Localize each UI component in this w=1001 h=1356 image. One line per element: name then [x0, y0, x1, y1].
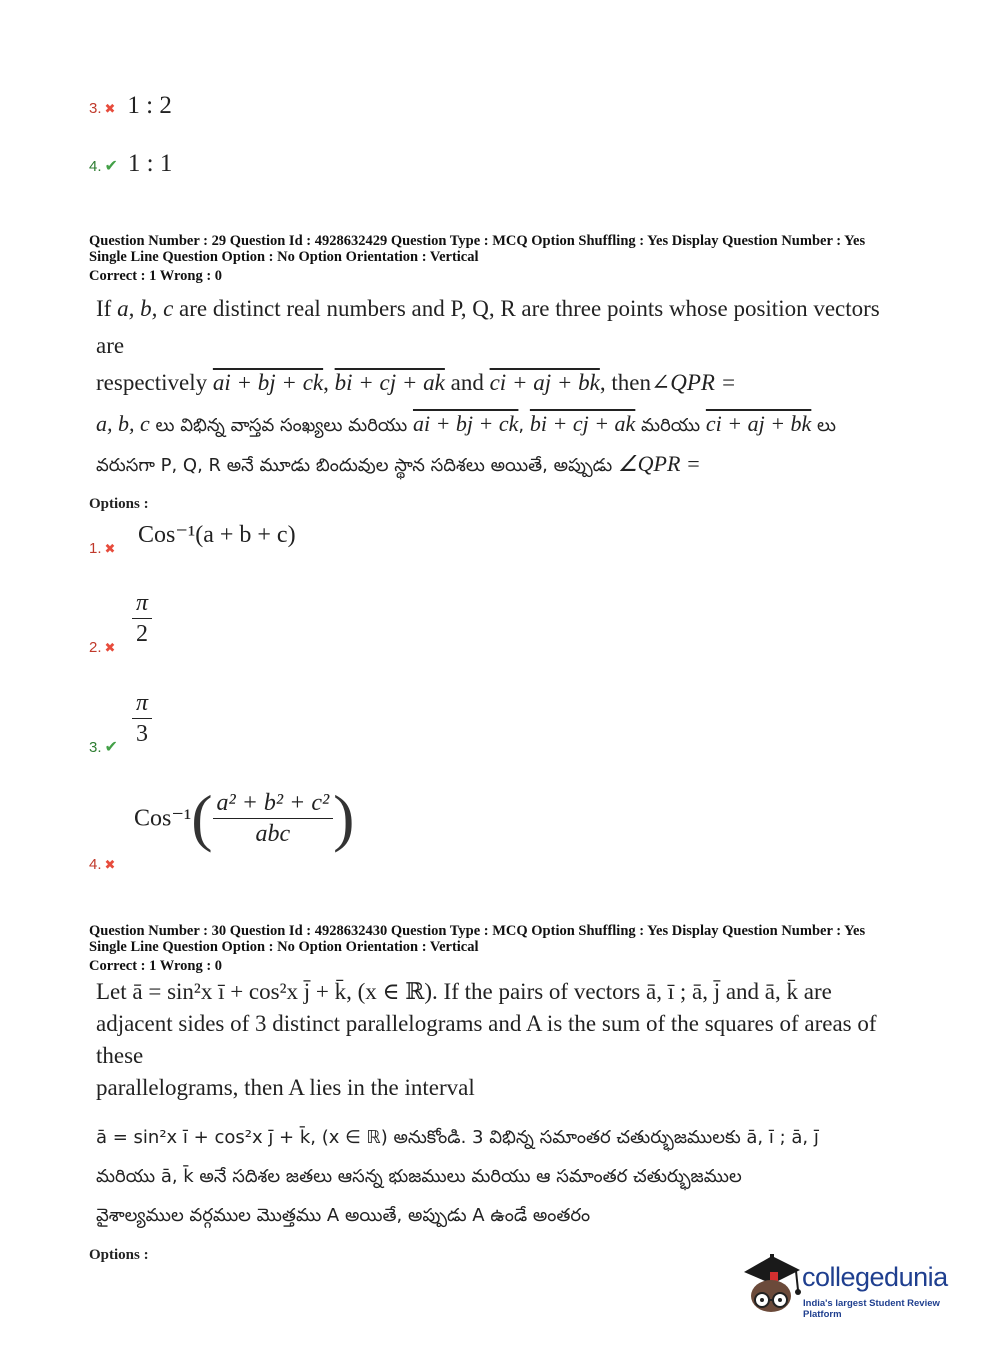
q30-telugu-line3: వైశాల్యముల వర్గముల మొత్తము A అయితే, అప్పుడు A ఉండే అంతరం [96, 1205, 591, 1226]
numerator: π [132, 588, 152, 619]
numerator: π [132, 688, 152, 719]
q29-option-3-marker [89, 737, 118, 757]
q30-english-line1: Let ā = sin²x ī + cos²x j̄ + k̄, (x ∈ ℝ). If the pairs of vectors ā, ī ; ā, j̄ and ā, k̄ are [96, 979, 832, 1004]
option-number: 4. [89, 856, 102, 873]
q29-telugu-line2: వరుసగా P, Q, R అనే మూడు బిందువుల స్థాన సదిశలు అయితే, అప్పుడు ∠QPR = [96, 451, 701, 476]
q30-english-text [96, 976, 896, 1104]
check-icon: ✔ [104, 737, 118, 756]
q29-option-2-marker [89, 639, 115, 657]
q29-telugu-line1: a, b, c లు విభిన్న వాస్తవ సంఖ్యలు మరియు ai + bj + ck, bi + cj + ak మరియు ci + aj + bk లు [96, 411, 837, 436]
q29-option-4-fraction [213, 788, 334, 849]
q29-option-1-value: Cos⁻¹(a + b + c) [138, 522, 296, 548]
q30-english-line3: parallelograms, then A lies in the interval [96, 1075, 475, 1100]
option-number: 4. [89, 158, 102, 175]
q29-option-4-expression [134, 782, 355, 853]
cross-icon: ✖ [104, 641, 116, 656]
q30-meta-line2: Single Line Question Option : No Option Orientation : Vertical [89, 939, 479, 955]
cos-inverse: Cos⁻¹ [134, 805, 192, 832]
q29-option-1-marker [89, 540, 115, 558]
q29-option-4-marker [89, 856, 115, 874]
q30-options-label: Options : [89, 1247, 149, 1263]
numerator: a² + b² + c² [213, 788, 334, 819]
q30-english-line2: adjacent sides of 3 distinct parallelograms and A is the sum of the squares of areas of these [96, 1011, 877, 1068]
q29-english-line1: If a, b, c are distinct real numbers and P, Q, R are three points whose position vectors are [96, 296, 880, 358]
check-icon: ✔ [104, 156, 118, 175]
q29-meta [89, 233, 969, 284]
angle-qpr: ∠QPR = [650, 370, 737, 395]
denominator: abc [255, 820, 291, 847]
option-number: 3. [89, 739, 102, 756]
q29-option-3-fraction [132, 688, 152, 749]
q30-telugu-line2: మరియు ā, k̄ అనే సదిశల జతలు ఆసన్న భుజములు మరియు ఆ సమాంతర చతుర్భుజముల [96, 1166, 742, 1187]
denominator: 2 [136, 621, 149, 647]
q29-meta-line1: Question Number : 29 Question Id : 4928632429 Question Type : MCQ Option Shuffling : Yes Display Question Number : Yes [89, 233, 866, 249]
option-number: 2. [89, 639, 102, 656]
right-paren: ) [333, 782, 355, 853]
q29-english-text [96, 290, 896, 401]
left-paren: ( [191, 782, 213, 853]
option-value: 1 : 1 [127, 150, 173, 177]
q30-meta [89, 923, 969, 974]
logo-tagline: India's largest Student Review Platform [803, 1298, 940, 1320]
q29-option-2-fraction [132, 588, 152, 649]
option-value: 1 : 2 [127, 92, 172, 119]
q29-english-line2: respectively ai + bj + ck, bi + cj + ak and ci + aj + bk, then∠QPR = [96, 370, 737, 395]
q30-telugu-line1: ā = sin²x ī + cos²x j̄ + k̄, (x ∈ ℝ) అనుకోండి. 3 విభిన్న సమాంతర చతుర్భుజములకు ā, ī ; ā, j̄ [96, 1127, 819, 1148]
q29-meta-line2: Single Line Question Option : No Option Orientation : Vertical [89, 249, 479, 265]
option-number: 3. [89, 100, 102, 117]
vector-r: ci + aj + bk [489, 370, 600, 395]
cross-icon: ✖ [104, 542, 116, 557]
collegedunia-logo [740, 1250, 980, 1320]
prev-option-3 [89, 92, 172, 120]
vector-q: bi + cj + ak [334, 370, 445, 395]
logo-name: collegedunia [802, 1262, 948, 1292]
q30-meta-line1: Question Number : 30 Question Id : 4928632430 Question Type : MCQ Option Shuffling : Yes Display Question Number : Yes [89, 923, 866, 939]
mascot-icon [740, 1250, 802, 1316]
q30-telugu-text [96, 1118, 906, 1235]
cross-icon: ✖ [104, 102, 116, 117]
vector-p: ai + bj + ck [212, 370, 324, 395]
denominator: 3 [136, 721, 149, 747]
q29-telugu-text [96, 405, 906, 485]
q29-meta-line3: Correct : 1 Wrong : 0 [89, 268, 223, 284]
prev-option-4 [89, 150, 172, 178]
q29-options-label: Options : [89, 496, 149, 512]
option-number: 1. [89, 540, 102, 557]
q30-meta-line3: Correct : 1 Wrong : 0 [89, 958, 223, 974]
cross-icon: ✖ [104, 858, 116, 873]
